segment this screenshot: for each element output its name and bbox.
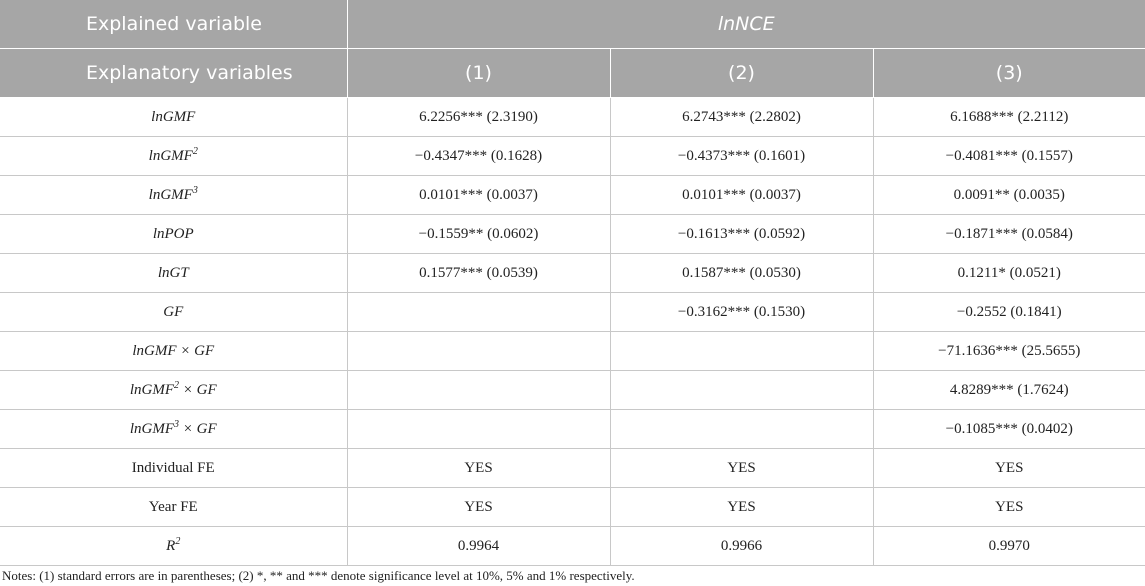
variable-name-cell xyxy=(0,98,347,137)
explained-variable-value: lnNCE xyxy=(347,0,1145,49)
column-header-2: (2) xyxy=(610,49,873,98)
coefficient-cell-col-3: −0.1871*** (0.0584) xyxy=(873,215,1145,254)
coefficient-cell-col-2: YES xyxy=(610,449,873,488)
coefficient-cell-col-3: −0.4081*** (0.1557) xyxy=(873,137,1145,176)
table-row xyxy=(0,215,1145,254)
variable-name-cell xyxy=(0,293,347,332)
column-header-1: (1) xyxy=(347,49,610,98)
table-row xyxy=(0,176,1145,215)
coefficient-cell-col-1: −0.1559** (0.0602) xyxy=(347,215,610,254)
variable-exponent: 3 xyxy=(192,184,198,196)
coefficient-cell-col-2: 0.9966 xyxy=(610,527,873,566)
coefficient-cell-col-2: 6.2743*** (2.2802) xyxy=(610,98,873,137)
coefficient-cell-col-1 xyxy=(347,371,610,410)
variable-exponent: 2 xyxy=(175,535,181,547)
variable-name-cell xyxy=(0,488,347,527)
coefficient-cell-col-1 xyxy=(347,332,610,371)
coefficient-cell-col-1: 0.0101*** (0.0037) xyxy=(347,176,610,215)
variable-name-cell xyxy=(0,449,347,488)
variable-exponent: 2 xyxy=(192,145,198,157)
variable-base: lnGMF xyxy=(129,420,175,437)
coefficient-cell-col-1: YES xyxy=(347,488,610,527)
coefficient-cell-col-1 xyxy=(347,410,610,449)
variable-interaction: × GF xyxy=(179,381,217,398)
table-row xyxy=(0,527,1145,566)
variable-exponent: 2 xyxy=(174,379,180,391)
coefficient-cell-col-3: 4.8289*** (1.7624) xyxy=(873,371,1145,410)
variable-base: R xyxy=(166,537,176,554)
explained-variable-label: Explained variable xyxy=(0,0,347,49)
coefficient-cell-col-3: YES xyxy=(873,488,1145,527)
variable-base: lnGMF xyxy=(132,342,177,359)
coefficient-cell-col-2 xyxy=(610,410,873,449)
coefficient-cell-col-1: −0.4347*** (0.1628) xyxy=(347,137,610,176)
variable-base: GF xyxy=(163,303,184,320)
table-row xyxy=(0,332,1145,371)
table-row xyxy=(0,410,1145,449)
coefficient-cell-col-2: YES xyxy=(610,488,873,527)
table-notes: Notes: (1) standard errors are in parentheses; (2) *, ** and *** denote significance level at 10%, 5% and 1% respectively. xyxy=(2,568,635,583)
variable-base: lnGT xyxy=(157,264,189,281)
coefficient-cell-col-3: YES xyxy=(873,449,1145,488)
variable-base: lnGMF xyxy=(151,108,196,125)
variable-name-cell xyxy=(0,137,347,176)
coefficient-cell-col-3: 0.1211* (0.0521) xyxy=(873,254,1145,293)
table-row xyxy=(0,98,1145,137)
coefficient-cell-col-3: −0.1085*** (0.0402) xyxy=(873,410,1145,449)
table-header xyxy=(0,0,1145,98)
variable-interaction: × GF xyxy=(179,420,217,437)
variable-name-cell xyxy=(0,410,347,449)
variable-exponent: 3 xyxy=(174,418,180,430)
header-row-explained xyxy=(0,0,1145,49)
variable-name-cell xyxy=(0,371,347,410)
variable-base: Individual FE xyxy=(131,459,215,476)
table-row xyxy=(0,449,1145,488)
coefficient-cell-col-2: 0.0101*** (0.0037) xyxy=(610,176,873,215)
variable-base: lnGMF xyxy=(148,186,193,203)
variable-base: lnGMF xyxy=(148,147,193,164)
coefficient-cell-col-3: 6.1688*** (2.2112) xyxy=(873,98,1145,137)
coefficient-cell-col-3: 0.0091** (0.0035) xyxy=(873,176,1145,215)
variable-base: lnPOP xyxy=(152,225,194,242)
coefficient-cell-col-2 xyxy=(610,332,873,371)
table-row xyxy=(0,488,1145,527)
coefficient-cell-col-3: 0.9970 xyxy=(873,527,1145,566)
explanatory-variables-label: Explanatory variables xyxy=(0,49,347,98)
variable-base: lnGMF xyxy=(129,381,175,398)
coefficient-cell-col-1: 0.1577*** (0.0539) xyxy=(347,254,610,293)
coefficient-cell-col-2: −0.4373*** (0.1601) xyxy=(610,137,873,176)
table-row xyxy=(0,371,1145,410)
table-row xyxy=(0,293,1145,332)
coefficient-cell-col-2: −0.3162*** (0.1530) xyxy=(610,293,873,332)
coefficient-cell-col-1: YES xyxy=(347,449,610,488)
coefficient-cell-col-2 xyxy=(610,371,873,410)
coefficient-cell-col-2: −0.1613*** (0.0592) xyxy=(610,215,873,254)
header-row-columns xyxy=(0,49,1145,98)
column-header-3: (3) xyxy=(873,49,1145,98)
coefficient-cell-col-1 xyxy=(347,293,610,332)
variable-interaction: × GF xyxy=(176,342,215,359)
variable-base: Year FE xyxy=(148,498,198,515)
variable-name-cell xyxy=(0,215,347,254)
table-row xyxy=(0,137,1145,176)
coefficient-cell-col-1: 0.9964 xyxy=(347,527,610,566)
table-body xyxy=(0,98,1145,566)
variable-name-cell xyxy=(0,176,347,215)
coefficient-cell-col-2: 0.1587*** (0.0530) xyxy=(610,254,873,293)
table-row xyxy=(0,254,1145,293)
variable-name-cell xyxy=(0,254,347,293)
coefficient-cell-col-3: −0.2552 (0.1841) xyxy=(873,293,1145,332)
variable-name-cell xyxy=(0,332,347,371)
variable-name-cell xyxy=(0,527,347,566)
coefficient-cell-col-3: −71.1636*** (25.5655) xyxy=(873,332,1145,371)
coefficient-cell-col-1: 6.2256*** (2.3190) xyxy=(347,98,610,137)
